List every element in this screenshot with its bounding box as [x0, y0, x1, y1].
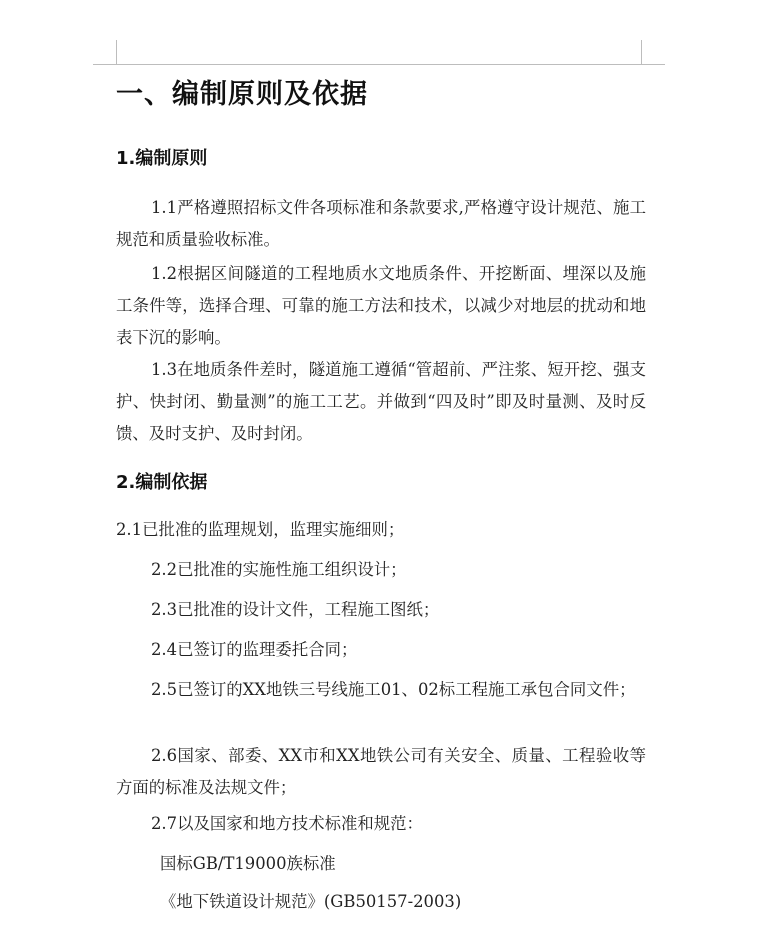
basis-item: 2.1已批准的监理规划，监理实施细则； — [116, 520, 405, 539]
margin-mark-left-vertical — [116, 40, 117, 64]
principle-paragraph: 1.1严格遵照招标文件各项标准和条款要求,严格遵守设计规范、施工规范和质量验收标准。 — [116, 198, 646, 249]
basis-item: 2.3已批准的设计文件，工程施工图纸； — [151, 600, 440, 619]
principle-paragraph: 1.3在地质条件差时，隧道施工遵循“管超前、严注浆、短开挖、强支护、快封闭、勤量测”的施工工艺。并做到“四及时”即及时量测、及时反馈、及时支护、及时封闭。 — [116, 360, 646, 443]
standard-item: 《地下铁道设计规范》(GB50157-2003) — [160, 892, 462, 911]
basis-item: 2.7以及国家和地方技术标准和规范： — [151, 814, 423, 833]
basis-item: 2.4已签订的监理委托合同； — [151, 640, 358, 659]
basis-item: 2.2已批准的实施性施工组织设计； — [151, 560, 407, 579]
basis-item: 2.5已签订的XX地铁三号线施工01、02标工程施工承包合同文件； — [151, 680, 636, 699]
section-heading-principles: 1.编制原则 — [116, 148, 208, 169]
document-title: 一、编制原则及依据 — [116, 79, 368, 110]
section-heading-basis: 2.编制依据 — [116, 472, 208, 493]
margin-mark-right-vertical — [641, 40, 642, 64]
basis-item: 2.6国家、部委、XX市和XX地铁公司有关安全、质量、工程验收等方面的标准及法规文件； — [116, 746, 646, 797]
margin-mark-horizontal — [93, 64, 665, 65]
standard-item: 国标GB/T19000族标准 — [160, 854, 336, 873]
principle-paragraph: 1.2根据区间隧道的工程地质水文地质条件、开挖断面、埋深以及施工条件等，选择合理、可靠的施工方法和技术，以减少对地层的扰动和地表下沉的影响。 — [116, 264, 646, 347]
page-margin-marks — [0, 0, 757, 80]
